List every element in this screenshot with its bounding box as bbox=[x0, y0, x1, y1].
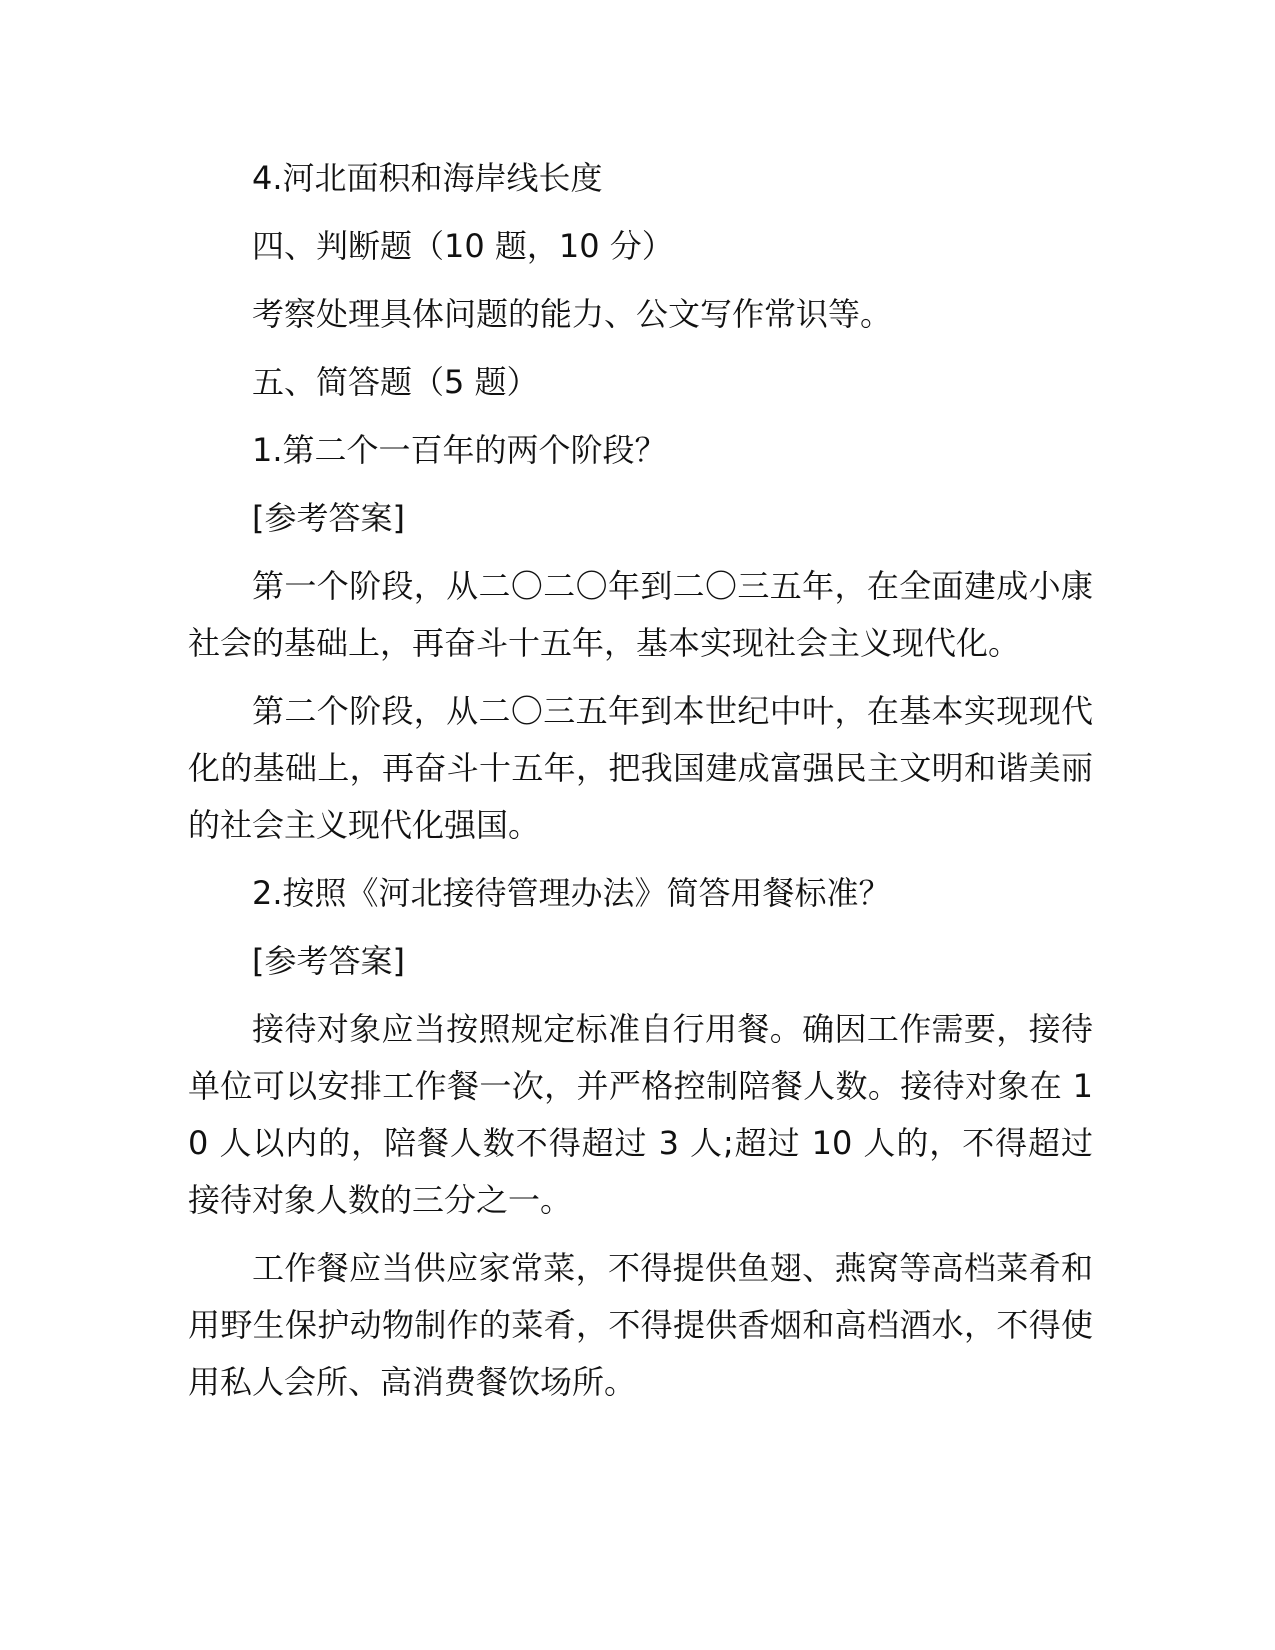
answer-1-stage-1: 第一个阶段，从二〇二〇年到二〇三五年，在全面建成小康社会的基础上，再奋斗十五年，基本实现社会主义现代化。 bbox=[188, 567, 1093, 662]
section-description: 考察处理具体问题的能力、公文写作常识等。 bbox=[252, 295, 893, 333]
section-heading-true-false: 四、判断题（10 题，10 分） bbox=[252, 227, 674, 265]
question-2: 2.按照《河北接待管理办法》简答用餐标准？ bbox=[252, 874, 891, 912]
document-body bbox=[188, 150, 1093, 1422]
answer-2-paragraph-1: 接待对象应当按照规定标准自行用餐。确因工作需要，接待单位可以安排工作餐一次，并严格控制陪餐人数。接待对象在 10 人以内的，陪餐人数不得超过 3 人;超过 10 人的，不得超过接待对象人数的三分之一。 bbox=[188, 1010, 1093, 1219]
section-heading-short-answer: 五、简答题（5 题） bbox=[252, 363, 539, 401]
question-1: 1.第二个一百年的两个阶段？ bbox=[252, 431, 667, 469]
answer-label-2: [参考答案] bbox=[252, 942, 405, 980]
answer-2-paragraph-2: 工作餐应当供应家常菜，不得提供鱼翅、燕窝等高档菜肴和用野生保护动物制作的菜肴，不得提供香烟和高档酒水，不得使用私人会所、高消费餐饮场所。 bbox=[188, 1249, 1093, 1401]
list-item-coastline: 4.河北面积和海岸线长度 bbox=[252, 159, 603, 197]
answer-label-1: [参考答案] bbox=[252, 499, 405, 537]
answer-1-stage-2: 第二个阶段，从二〇三五年到本世纪中叶，在基本实现现代化的基础上，再奋斗十五年，把我国建成富强民主文明和谐美丽的社会主义现代化强国。 bbox=[188, 692, 1093, 844]
